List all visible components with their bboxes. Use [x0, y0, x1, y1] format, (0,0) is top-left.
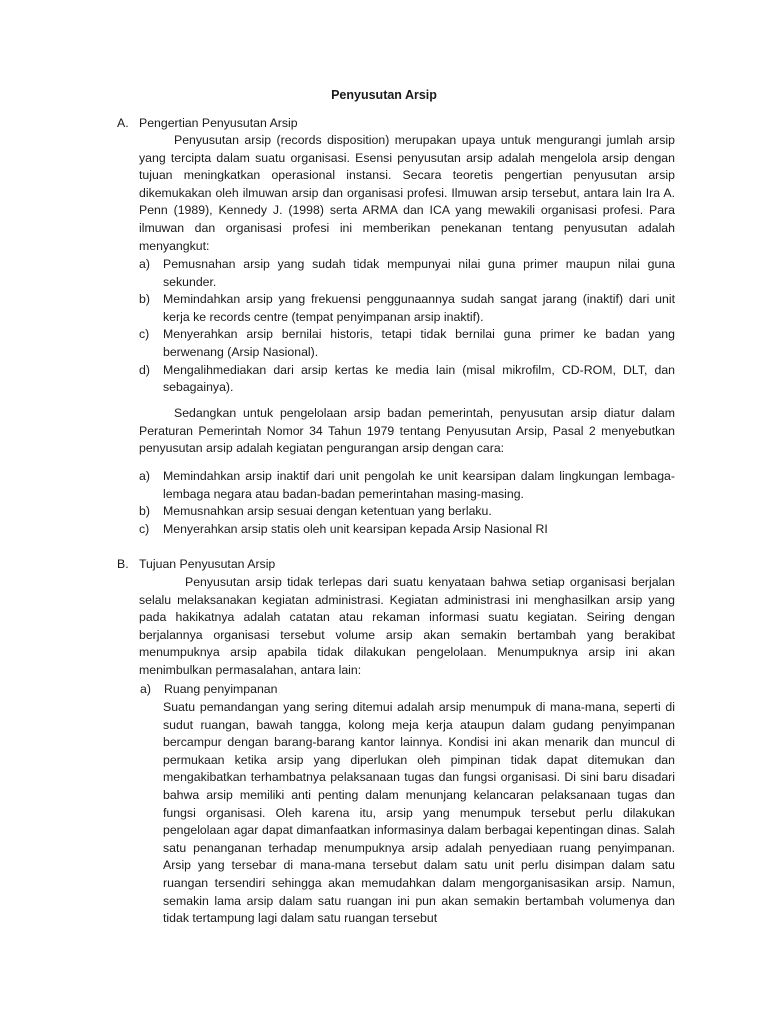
list-item-text: Menyerahkan arsip bernilai historis, tetapi tidak bernilai guna primer ke badan yang berwenang (Arsip Nasional). [163, 327, 675, 359]
list-item [139, 468, 675, 503]
list-item [139, 291, 675, 326]
sub-a-label: Ruang penyimpanan [164, 682, 278, 696]
list-item-text: Pemusnahan arsip yang sudah tidak mempunyai nilai guna primer maupun nilai guna sekunder. [163, 257, 675, 289]
list-item [139, 256, 675, 291]
list-marker: a) [139, 469, 150, 483]
section-a-list-1 [139, 256, 675, 397]
section-b-intro-text: Penyusutan arsip tidak terlepas dari suatu kenyataan bahwa setiap organisasi berjalan selalu melaksanakan kegiatan administrasi. Kegiatan administrasi ini menghasilkan arsip yang pada hakikatnya adalah catatan atau rekaman informasi suatu kegiatan. Seiring dengan berjalannya organisasi tersebut volume arsip akan semakin bertambah yang berakibat menumpuknya arsip apabila tidak dilakukan pengelolaan. Menumpuknya arsip ini akan menimbulkan permasalahan, antara lain: [139, 575, 675, 677]
section-b-title: Tujuan Penyusutan Arsip [139, 557, 276, 571]
list-item [139, 521, 675, 539]
section-b-heading [117, 556, 275, 574]
list-item-text: Memusnahkan arsip sesuai dengan ketentuan yang berlaku. [163, 504, 492, 519]
section-a-list-2 [139, 468, 675, 538]
list-item-text: Menyerahkan arsip statis oleh unit kearsipan kepada Arsip Nasional RI [163, 521, 548, 536]
list-marker: a) [139, 257, 150, 271]
list-item-text: Mengalihmediakan dari arsip kertas ke media lain (misal mikrofilm, CD-ROM, DLT, dan sebagainya). [163, 362, 675, 395]
list-item [139, 362, 675, 397]
section-b-letter: B. [117, 557, 129, 571]
list-item [139, 503, 675, 521]
sub-a-marker: a) [140, 682, 151, 696]
list-marker: c) [139, 521, 150, 536]
list-item [139, 326, 675, 361]
section-a-intro [139, 132, 675, 255]
section-a-heading [117, 115, 298, 133]
section-b-sub-a-heading [140, 681, 278, 699]
list-marker: b) [139, 504, 150, 519]
section-a-title: Pengertian Penyusutan Arsip [139, 116, 298, 130]
section-b-intro [139, 574, 675, 680]
document-title: Penyusutan Arsip [331, 88, 437, 102]
list-marker: d) [139, 362, 150, 377]
list-marker: c) [139, 327, 150, 342]
section-a-paragraph-2-text: Sedangkan untuk pengelolaan arsip badan pemerintah, penyusutan arsip diatur dalam Peraturan Pemerintah Nomor 34 Tahun 1979 tentang Penyusutan Arsip, Pasal 2 menyebutkan penyusutan arsip adalah kegiatan pengurangan arsip dengan cara: [139, 406, 675, 456]
sub-a-text: Suatu pemandangan yang sering ditemui adalah arsip menumpuk di mana-mana, seperti di sudut ruangan, bawah tangga, kolong meja kerja ataupun dalam gudang penyimpanan bercampur dengan barang-barang kantor lainnya. Kondisi ini akan menarik dan muncul di permukaan ketika arsip yang diperlukan oleh pimpinan tidak dapat ditemukan dan mengakibatkan terhambatnya pelaksanaan tugas dan fungsi organisasi. Di sini baru disadari bahwa arsip memiliki anti penting dalam menunjang kelancaran pelaksanaan tugas dan fungsi organisasi. Oleh karena itu, arsip yang menumpuk tersebut perlu dilakukan pengelolaan agar dapat dimanfaatkan informasinya dalam berbagai kepentingan dinas. Salah satu penanganan terhadap menumpuknya arsip adalah penyediaan ruang penyimpanan. Arsip yang tersebar di mana-mana tersebut dalam satu unit perlu disimpan dalam satu ruangan tersendiri sehingga akan memudahkan dalam mengorganisasikan arsip. Namun, semakin lama arsip dalam satu ruangan ini pun akan semakin bertambah volumenya dan tidak tertampung lagi dalam satu ruangan tersebut [163, 700, 675, 926]
section-a-paragraph-2 [139, 405, 675, 458]
list-item-text: Memindahkan arsip inaktif dari unit pengolah ke unit kearsipan dalam lingkungan lembaga-lembaga negara atau badan-badan pemerintahan masing-masing. [163, 469, 675, 501]
list-item-text: Memindahkan arsip yang frekuensi penggunaannya sudah sangat jarang (inaktif) dari unit kerja ke records centre (tempat penyimpanan arsip inaktif). [163, 292, 675, 324]
list-marker: b) [139, 292, 150, 307]
section-a-letter: A. [117, 116, 129, 130]
section-a-intro-text: Penyusutan arsip (records disposition) merupakan upaya untuk mengurangi jumlah arsip yang tercipta dalam suatu organisasi. Esensi penyusutan arsip adalah mengelola arsip dengan tujuan meningkatkan operasional instansi. Secara teoretis pengertian penyusutan arsip dikemukakan oleh ilmuwan arsip dan organisasi profesi. Ilmuwan arsip tersebut, antara lain Ira A. Penn (1989), Kennedy J. (1998) serta ARMA dan ICA yang mewakili organisasi profesi. Para ilmuwan dan organisasi profesi ini memberikan penekanan tentang penyusutan adalah menyangkut: [139, 133, 675, 253]
section-b-sub-a-body [163, 699, 675, 928]
